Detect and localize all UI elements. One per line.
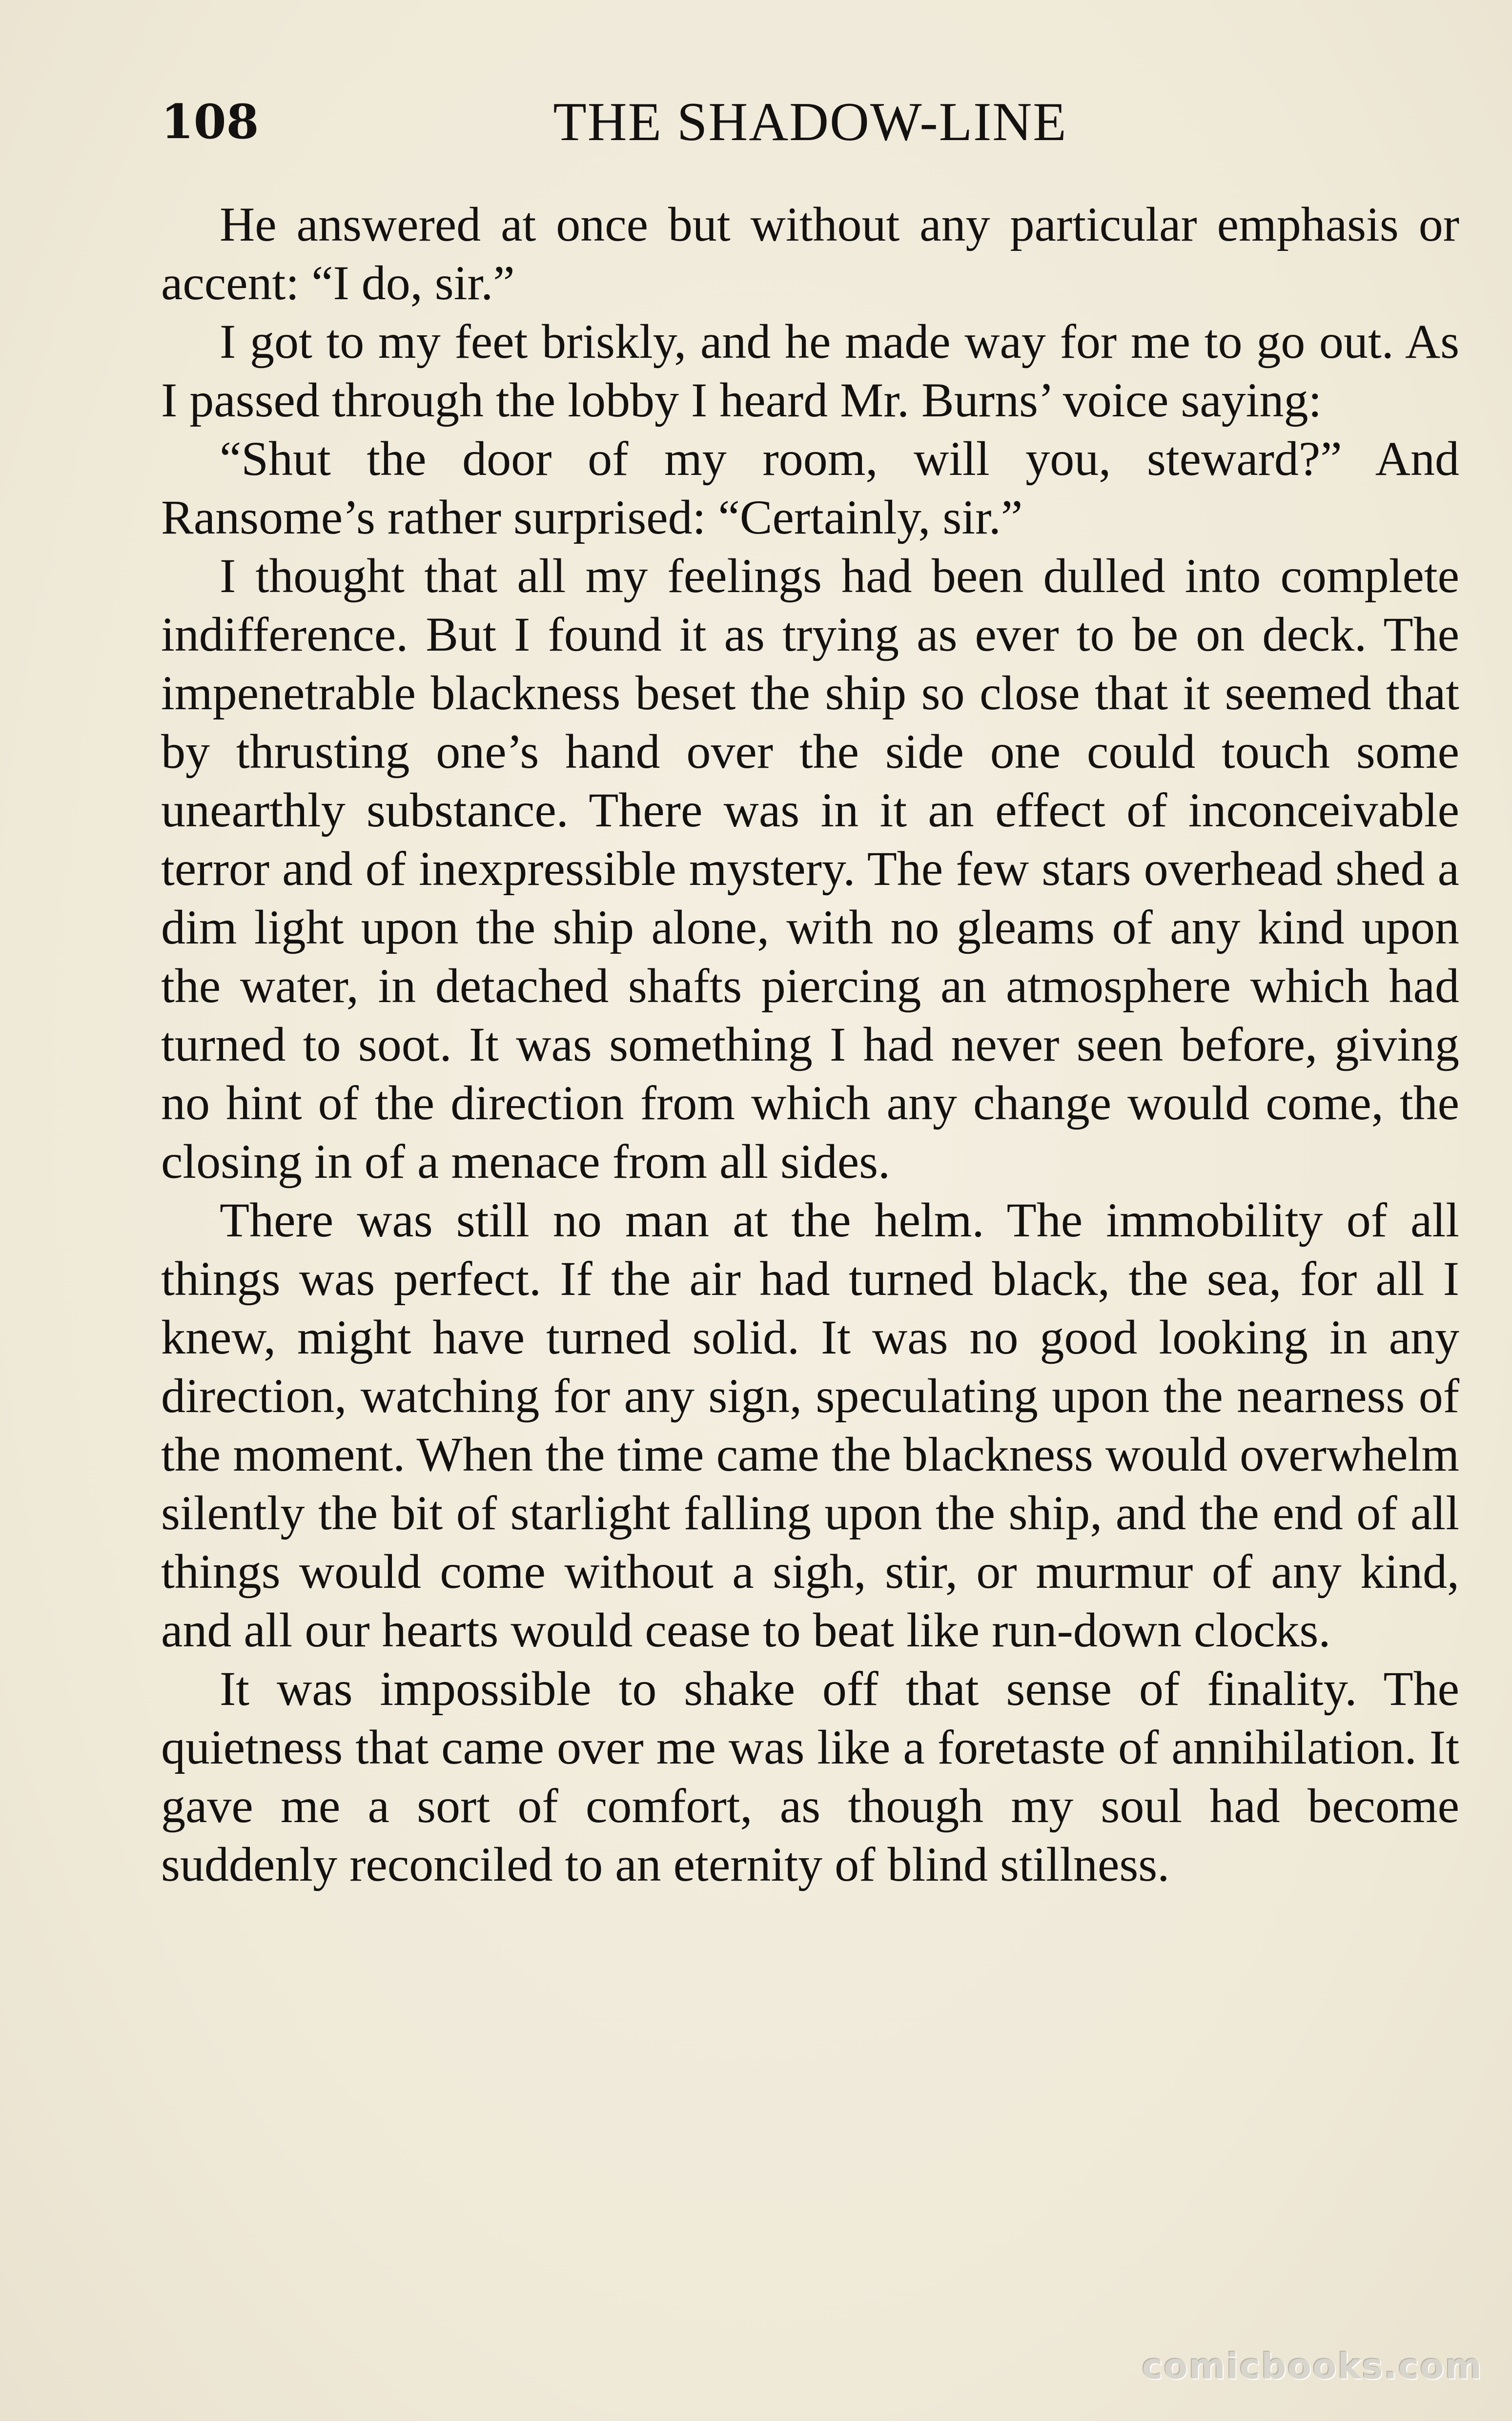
page-number: 108 [161, 94, 259, 149]
paragraph: He answered at once but without any particular emphasis or accent: “I do, sir.” [161, 197, 1459, 310]
page-header [161, 90, 1459, 154]
paragraph: “Shut the door of my room, will you, steward?” And Ransome’s rather surprised: “Certainly, sir.” [161, 431, 1459, 544]
body-text [161, 195, 1459, 1894]
paragraph: I thought that all my feelings had been dulled into complete indifference. But I found it as trying as ever to be on deck. The impenetrable blackness beset the ship so close that it seemed that by thrusting one’s hand over the side one could touch some unearthly substance. There was in it an effect of inconceivable terror and of inexpressible mystery. The few stars overhead shed a dim light upon the ship alone, with no gleams of any kind upon the water, in detached shafts piercing an atmosphere which had turned to soot. It was something I had never seen before, giving no hint of the direction from which any change would come, the closing in of a menace from all sides. [161, 549, 1459, 1189]
paragraph: I got to my feet briskly, and he made way for me to go out. As I passed through the lobby I heard Mr. Burns’ voice saying: [161, 314, 1459, 427]
paragraph: There was still no man at the helm. The immobility of all things was perfect. If the air had turned black, the sea, for all I knew, might have turned solid. It was no good looking in any direction, watching for any sign, speculating upon the nearness of the moment. When the time came the blackness would overwhelm silently the bit of starlight falling upon the ship, and the end of all things would come without a sigh, stir, or murmur of any kind, and all our hearts would cease to beat like run-down clocks. [161, 1193, 1459, 1657]
paragraph: It was impossible to shake off that sense of finality. The quietness that came over me was like a foretaste of annihilation. It gave me a sort of comfort, as though my soul had become suddenly reconciled to an eternity of blind stillness. [161, 1662, 1459, 1891]
running-head-title: THE SHADOW-LINE [553, 92, 1067, 152]
watermark: comicbooks.com [1142, 2346, 1483, 2387]
